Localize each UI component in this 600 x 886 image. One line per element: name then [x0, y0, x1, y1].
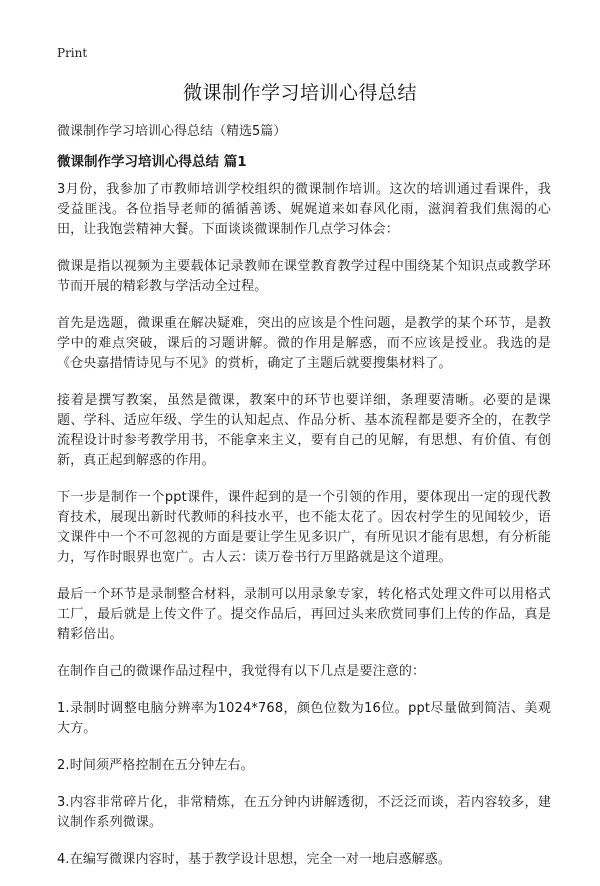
page-title: 微课制作学习培训心得总结: [182, 82, 417, 104]
document-subtitle: 微课制作学习培训心得总结（精选5篇）: [57, 124, 287, 139]
list-item: 1.录制时调整电脑分辨率为1024*768，颜色位数为16位。ppt尽量做到简洁、美观大方。: [57, 701, 551, 736]
paragraph: 接着是撰写教案，虽然是微课，教案中的环节也要详细，条理要清晰。必要的是课题、学科、适应年级、学生的认知起点、作品分析、基本流程都是要齐全的，在教学流程设计时参考教学用书，不能拿来主义，要有自己的见解，有思想、有价值、有创新，真正起到解惑的作用。: [57, 393, 551, 468]
section-heading: 微课制作学习培训心得总结 篇1: [57, 154, 247, 170]
article-body: [57, 180, 551, 886]
paragraph: 微课是指以视频为主要载体记录教师在课堂教育教学过程中围绕某个知识点或教学环节而开展的精彩教与学活动全过程。: [57, 259, 551, 294]
list-item: 3.内容非常碎片化，非常精炼，在五分钟内讲解透彻，不泛泛而谈，若内容较多，建议制作系列微课。: [57, 795, 551, 830]
paragraph: 下一步是制作一个ppt课件，课件起到的是一个引领的作用，要体现出一定的现代教育技术，展现出新时代教师的科技水平，也不能太花了。因农村学生的见闻较少，语文课件中一个不可忽视的方面是要让学生见多识广，有所见识才能有思想，有分析能力，写作时眼界也宽广。古人云：读万卷书行万里路就是这个道理。: [57, 490, 551, 565]
list-item: 2.时间须严格控制在五分钟左右。: [57, 758, 254, 773]
paragraph: 首先是选题，微课重在解决疑难，突出的应该是个性问题，是教学的某个环节，是教学中的难点突破，课后的习题讲解。微的作用是解惑，而不应该是授业。我选的是《仓央嘉措情诗见与不见》的赏析，确定了主题后就要搜集材料了。: [57, 316, 551, 371]
paragraph: 最后一个环节是录制整合材料，录制可以用录象专家，转化格式处理文件可以用格式工厂，最后就是上传文件了。提交作品后，再回过头来欣赏同事们上传的作品，真是精彩倍出。: [57, 587, 551, 642]
paragraph: 在制作自己的微课作品过程中，我觉得有以下几点是要注意的：: [57, 664, 426, 679]
paragraph: 3月份，我参加了市教师培训学校组织的微课制作培训。这次的培训通过看课件，我受益匪浅。各位指导老师的循循善诱、娓娓道来如春风化雨，滋润着我们焦渴的心田，让我饱尝精神大餐。下面谈谈微课制作几点学习体会：: [57, 182, 551, 237]
list-item: 4.在编写微课内容时，基于教学设计思想，完全一对一地启惑解惑。: [57, 852, 452, 867]
print-link[interactable]: Print: [57, 46, 88, 60]
